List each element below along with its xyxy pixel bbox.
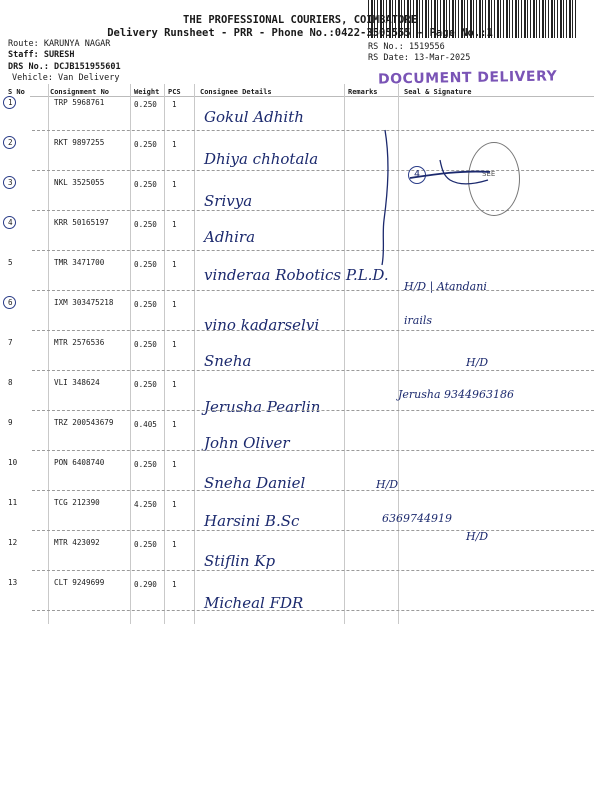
col-sno: S No — [8, 88, 25, 96]
col-seal-signature: Seal & Signature — [404, 88, 472, 96]
col-divider — [164, 84, 165, 624]
row-weight: 0.250 — [134, 340, 157, 349]
rs-date: RS Date: 13-Mar-2025 — [368, 53, 471, 63]
row-pcs: 1 — [172, 420, 177, 429]
row-consignment-number: TRZ 200543679 — [54, 418, 114, 427]
row-consignment-number: TRP 5968761 — [54, 98, 105, 107]
row-serial-number: 5 — [8, 258, 13, 267]
row-weight: 0.250 — [134, 100, 157, 109]
row-pcs: 1 — [172, 300, 177, 309]
row-serial-number: 7 — [8, 338, 13, 347]
runsheet-subtitle: Delivery Runsheet - PRR - Phone No.:0422-3505555 - Page No.:1 — [107, 27, 493, 39]
row-separator — [32, 290, 594, 291]
row-consignment-number: IXM 303475218 — [54, 298, 114, 307]
row-consignee-handwritten: Micheal FDR — [204, 594, 304, 612]
row-weight: 0.405 — [134, 420, 157, 429]
row-consignment-number: PON 6408740 — [54, 458, 105, 467]
row-consignee-handwritten: Sneha Daniel — [204, 474, 306, 492]
row-consignment-number: KRR 50165197 — [54, 218, 109, 227]
row-consignee-handwritten: Sneha — [204, 352, 252, 370]
row-weight: 0.250 — [134, 460, 157, 469]
row-serial-number: 11 — [8, 498, 18, 507]
row-serial-number: 9 — [8, 418, 13, 427]
row-consignee-handwritten: Harsini B.Sc — [204, 512, 300, 530]
row-weight: 0.250 — [134, 300, 157, 309]
row-separator — [32, 330, 594, 331]
col-consignee: Consignee Details — [200, 88, 272, 96]
row-pcs: 1 — [172, 380, 177, 389]
col-divider — [194, 84, 195, 624]
vehicle-label: Vehicle: Van Delivery — [12, 73, 120, 83]
row-separator — [32, 490, 594, 491]
bracket-signature-scribble — [380, 100, 520, 270]
col-pcs: PCS — [168, 88, 181, 96]
row-weight: 0.250 — [134, 140, 157, 149]
row-consignment-number: TMR 3471700 — [54, 258, 105, 267]
row-pcs: 1 — [172, 460, 177, 469]
col-divider — [48, 84, 49, 624]
row-consignee-handwritten: vinderaa Robotics P.L.D. — [204, 266, 389, 284]
row-consignment-number: RKT 9897255 — [54, 138, 105, 147]
row-circle-mark — [3, 136, 16, 149]
route-label: Route: KARUNYA NAGAR — [8, 39, 111, 49]
row-serial-number: 4 — [8, 218, 13, 227]
row-serial-number: 2 — [8, 138, 13, 147]
row-consignee-handwritten: Srivya — [204, 192, 253, 210]
row-consignee-handwritten: Stiflin Kp — [204, 552, 276, 570]
row-pcs: 1 — [172, 580, 177, 589]
row-consignee-handwritten: John Oliver — [204, 434, 290, 452]
row-weight: 0.250 — [134, 180, 157, 189]
col-consignment: Consignment No — [50, 88, 110, 96]
row-consignment-number: TCG 212390 — [54, 498, 100, 507]
circled-four-mark: 4 — [408, 166, 426, 184]
staff-label: Staff: SURESH — [8, 50, 75, 60]
row-consignee-handwritten: Adhira — [204, 228, 256, 246]
row-serial-number: 8 — [8, 378, 13, 387]
col-divider — [130, 84, 131, 624]
row-serial-number: 3 — [8, 178, 13, 187]
row-weight: 4.250 — [134, 500, 157, 509]
row-weight: 0.250 — [134, 220, 157, 229]
row-consignment-number: VLI 348624 — [54, 378, 100, 387]
row-consignee-handwritten: vino kadarselvi — [204, 316, 320, 334]
row-pcs: 1 — [172, 260, 177, 269]
row-pcs: 1 — [172, 500, 177, 509]
row-weight: 0.250 — [134, 260, 157, 269]
company-title: THE PROFESSIONAL COURIERS, COIMBATORE — [183, 14, 417, 26]
row-consignment-number: MTR 423092 — [54, 538, 100, 547]
row-consignment-number: CLT 9249699 — [54, 578, 105, 587]
row-serial-number: 6 — [8, 298, 13, 307]
row-remark-handwritten: Jerusha 9344963186 — [398, 388, 515, 401]
header-rule — [30, 96, 594, 97]
seal-text: SEE — [482, 170, 496, 178]
row-pcs: 1 — [172, 540, 177, 549]
row-serial-number: 10 — [8, 458, 18, 467]
row-consignee-handwritten: Dhiya chhotala — [204, 150, 319, 168]
row-remark-handwritten: H/D | Atandani — [404, 280, 487, 293]
row-pcs: 1 — [172, 180, 177, 189]
row-remark-handwritten: H/D — [466, 356, 489, 369]
row-circle-mark — [3, 176, 16, 189]
row-remark-handwritten: H/D — [466, 530, 489, 543]
row-serial-number: 1 — [8, 98, 13, 107]
row-circle-mark — [3, 296, 16, 309]
row-pcs: 1 — [172, 100, 177, 109]
row-serial-number: 12 — [8, 538, 18, 547]
row-consignee-handwritten: Gokul Adhith — [204, 108, 304, 126]
row-separator — [32, 410, 594, 411]
row-weight: 0.290 — [134, 580, 157, 589]
row-remark-handwritten: H/D — [376, 478, 399, 491]
row-remark-handwritten: irails — [404, 314, 433, 327]
drs-number: DRS No.: DCJB151955601 — [8, 62, 121, 72]
col-weight: Weight — [134, 88, 160, 96]
row-separator — [32, 570, 594, 571]
row-consignment-number: MTR 2576536 — [54, 338, 105, 347]
row-weight: 0.250 — [134, 380, 157, 389]
row-pcs: 1 — [172, 220, 177, 229]
row-weight: 0.250 — [134, 540, 157, 549]
row-separator — [32, 450, 594, 451]
row-circle-mark — [3, 96, 16, 109]
rs-number: RS No.: 1519556 — [368, 42, 445, 52]
row-pcs: 1 — [172, 140, 177, 149]
row-circle-mark — [3, 216, 16, 229]
col-remarks: Remarks — [348, 88, 378, 96]
row-separator — [32, 370, 594, 371]
row-pcs: 1 — [172, 340, 177, 349]
row-consignee-handwritten: Jerusha Pearlin — [204, 398, 321, 416]
row-serial-number: 13 — [8, 578, 18, 587]
row-remark-handwritten: 6369744919 — [382, 512, 452, 525]
row-consignment-number: NKL 3525055 — [54, 178, 105, 187]
row-separator — [32, 610, 594, 611]
col-divider — [344, 84, 345, 624]
document-delivery-stamp: DOCUMENT DELIVERY — [377, 68, 558, 88]
row-separator — [32, 530, 594, 531]
